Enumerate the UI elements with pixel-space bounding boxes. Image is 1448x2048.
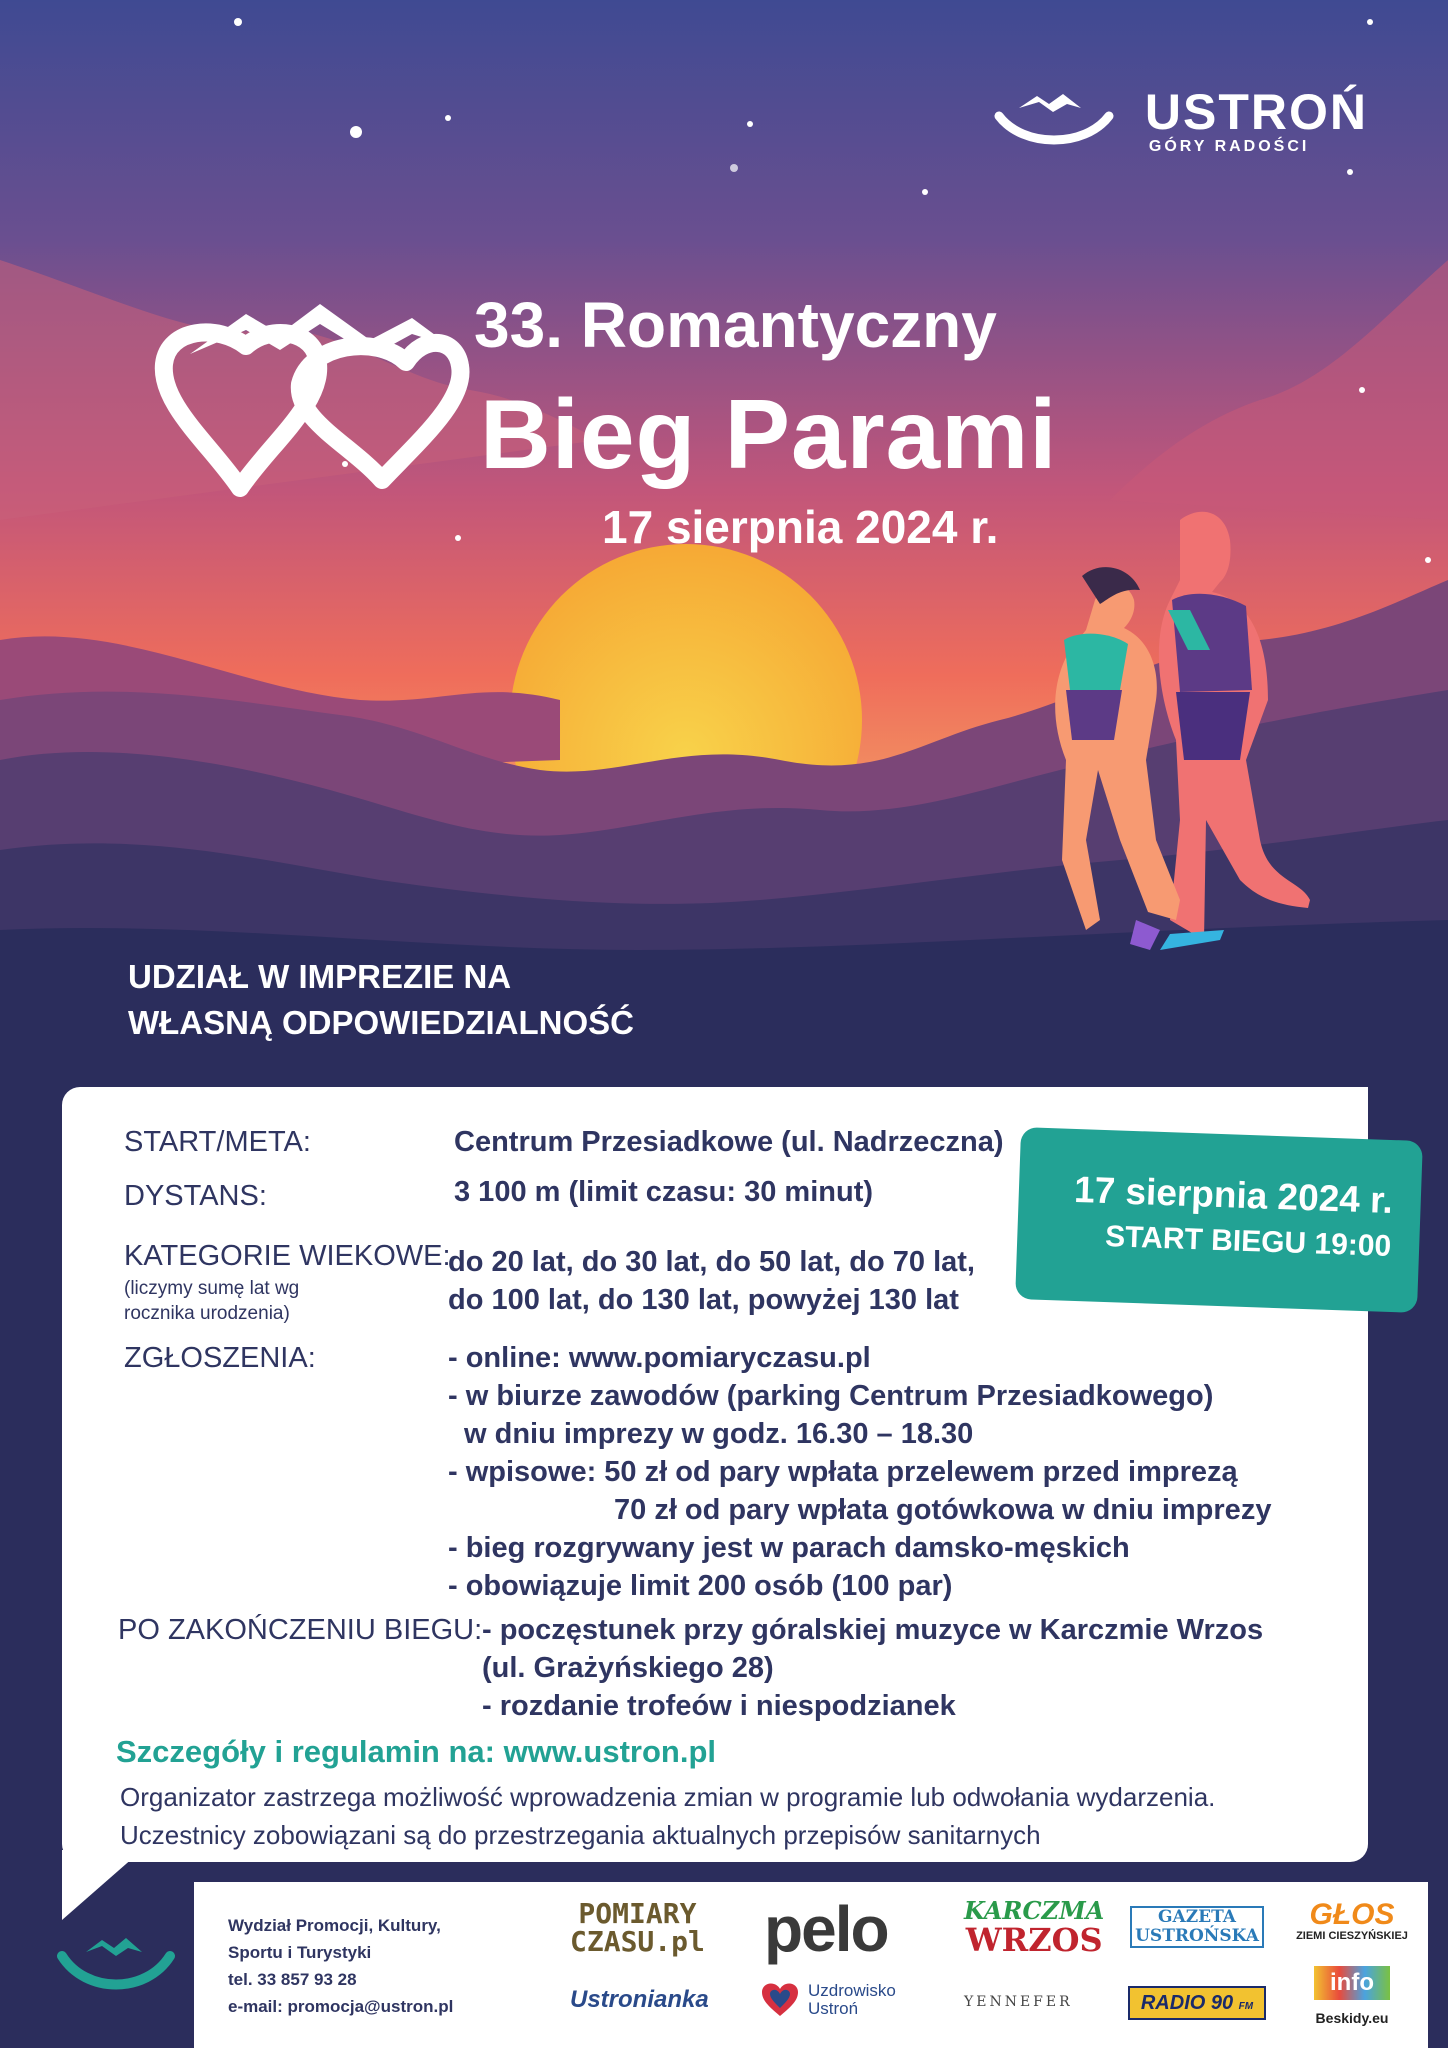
event-title-line1: 33. Romantyczny xyxy=(474,289,997,361)
beskidy-eu-logo: Beskidy.eu xyxy=(1315,2010,1389,2026)
uzdrowisko-logo xyxy=(760,1982,896,2018)
pomiary-line2: CZASU.pl xyxy=(570,1925,705,1958)
gazeta-ustronska-logo xyxy=(1130,1906,1264,1948)
disclaimer-line1: UDZIAŁ W IMPREZIE NA xyxy=(128,958,512,995)
brand-name: USTROŃ xyxy=(1144,84,1368,140)
organizer-contact xyxy=(228,1912,453,2020)
responsibility-disclaimer xyxy=(128,954,634,1046)
registration-line: 70 zł od pary wpłata gotówkowa w dniu imprezy xyxy=(614,1494,1272,1526)
age-categories-line2: do 100 lat, do 130 lat, powyżej 130 lat xyxy=(448,1284,959,1316)
info-card-tail xyxy=(62,1850,142,1920)
age-note-line1: (liczymy sumę lat wg xyxy=(124,1278,300,1299)
glos-title: GŁOS xyxy=(1309,1898,1395,1931)
registration-label: ZGŁOSZENIA: xyxy=(124,1342,316,1374)
disclaimer-line2: WŁASNĄ ODPOWIEDZIALNOŚĆ xyxy=(128,1004,634,1041)
badge-date: 17 sierpnia 2024 r. xyxy=(1073,1168,1394,1222)
radio-name: RADIO 90 xyxy=(1140,1992,1234,2014)
age-note-line2: rocznika urodzenia) xyxy=(124,1303,290,1324)
pomiary-line1: POMIARY xyxy=(578,1897,697,1930)
registration-line: w dniu imprezy w godz. 16.30 – 18.30 xyxy=(464,1418,974,1450)
registration-line: - bieg rozgrywany jest w parach damsko-męskich xyxy=(448,1532,1130,1564)
age-categories-note xyxy=(124,1276,299,1326)
gazeta-line2: USTROŃSKA xyxy=(1135,1926,1259,1946)
details-link[interactable]: Szczegóły i regulamin na: www.ustron.pl xyxy=(116,1734,716,1769)
double-heart-mountain-icon xyxy=(150,284,470,504)
brand-tagline: GÓRY RADOŚCI xyxy=(1148,138,1310,155)
karczma-wrzos-logo xyxy=(964,1896,1105,1959)
registration-line: - wpisowe: 50 zł od pary wpłata przelewem przed imprezą xyxy=(448,1456,1238,1488)
distance-label: DYSTANS: xyxy=(124,1180,267,1212)
note-line1: Organizator zastrzega możliwość wprowadzenia zmian w programie lub odwołania wydarzenia. xyxy=(120,1782,1216,1812)
heart-icon xyxy=(760,1982,800,2018)
gazeta-line1: GAZETA xyxy=(1158,1907,1236,1927)
after-race-line: (ul. Grażyńskiego 28) xyxy=(482,1652,774,1684)
start-value: Centrum Przesiadkowe (ul. Nadrzeczna) xyxy=(454,1126,1004,1158)
ustron-smile-icon xyxy=(56,1930,176,2000)
radio-fm: FM xyxy=(1238,2001,1254,2012)
organizer-note xyxy=(120,1778,1215,1854)
event-date: 17 sierpnia 2024 r. xyxy=(602,501,999,553)
pelo-logo: pelo xyxy=(764,1893,888,1965)
age-categories-label: KATEGORIE WIEKOWE: xyxy=(124,1240,451,1272)
after-race-line: - poczęstunek przy góralskiej muzyce w Karczmie Wrzos xyxy=(482,1614,1264,1646)
contact-email[interactable]: e-mail: promocja@ustron.pl xyxy=(228,1997,454,2016)
karczma-line1: KARCZMA xyxy=(964,1896,1105,1925)
after-race-label: PO ZAKOŃCZENIU BIEGU: xyxy=(118,1614,483,1646)
glos-subtitle: ZIEMI CIESZYŃSKIEJ xyxy=(1296,1930,1408,1942)
event-title-line2: Bieg Parami xyxy=(480,379,1058,489)
pomiary-czasu-logo xyxy=(570,1897,705,1958)
info-logo: info xyxy=(1314,1966,1390,2000)
start-label: START/META: xyxy=(124,1126,311,1158)
footer-sponsors xyxy=(194,1882,1428,2048)
age-categories-line1: do 20 lat, do 30 lat, do 50 lat, do 70 lat, xyxy=(448,1246,975,1278)
contact-phone: tel. 33 857 93 28 xyxy=(228,1970,357,1989)
date-start-badge xyxy=(1015,1127,1423,1313)
registration-line: - online: www.pomiaryczasu.pl xyxy=(448,1342,871,1374)
distance-value: 3 100 m (limit czasu: 30 minut) xyxy=(454,1176,874,1208)
contact-line: Wydział Promocji, Kultury, xyxy=(228,1916,441,1935)
ustronianka-logo: Ustronianka xyxy=(570,1986,709,2013)
badge-start-time: START BIEGU 19:00 xyxy=(1104,1220,1392,1264)
uzdrowisko-line2: Ustroń xyxy=(808,1999,859,2018)
karczma-line2: WRZOS xyxy=(965,1921,1103,1959)
registration-line: - w biurze zawodów (parking Centrum Przesiadkowego) xyxy=(448,1380,1214,1412)
contact-line: Sportu i Turystyki xyxy=(228,1943,372,1962)
smile-mountain-icon xyxy=(993,88,1115,154)
after-race-line: - rozdanie trofeów i niespodzianek xyxy=(482,1690,956,1722)
ustron-brand-logo xyxy=(993,86,1368,156)
note-line2: Uczestnicy zobowiązani są do przestrzegania aktualnych przepisów sanitarnych xyxy=(120,1820,1041,1850)
glos-ziemi-cieszynskiej-logo xyxy=(1290,1900,1414,1942)
radio-90-logo xyxy=(1128,1986,1266,2020)
registration-line: - obowiązuje limit 200 osób (100 par) xyxy=(448,1570,953,1602)
uzdrowisko-line1: Uzdrowisko xyxy=(808,1981,896,2000)
yennefer-logo: YENNEFER xyxy=(964,1994,1073,2010)
